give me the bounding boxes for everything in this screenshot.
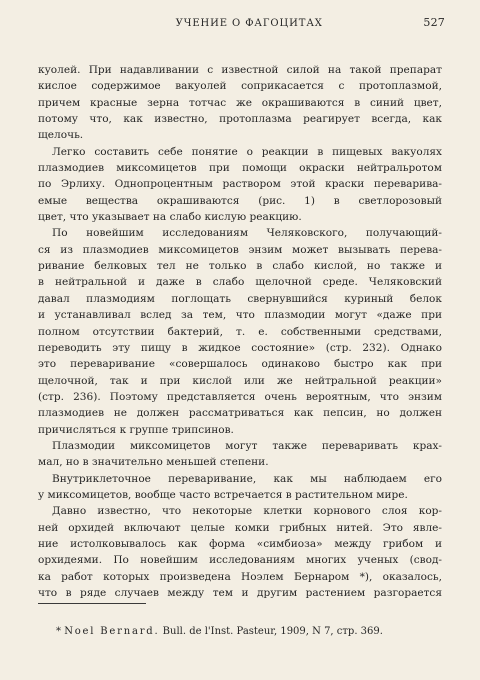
page-number: 527: [423, 16, 445, 29]
text-line: переводить эту пищу в жидкое состояние» (стр. 232). Однако: [38, 341, 442, 354]
text-line: ние истолковывалось как форма «симбиоза» между грибом и: [38, 537, 442, 550]
text-line: ся из плазмодиев миксомицетов энзим может вызывать перева-: [38, 243, 442, 256]
text-line: причисляться к группе трипсинов.: [38, 423, 234, 436]
body-text: [38, 62, 442, 601]
text-line: давал плазмодиям поглощать свернувшийся куриный белок: [38, 292, 442, 305]
footnote-citation: Bull. de l'Inst. Pasteur, 1909, N 7, стр. 369.: [162, 626, 383, 637]
text-line: по Эрлиху. Однопроцентным раствором этой краски переварива-: [38, 178, 442, 191]
paragraph-4: [38, 438, 442, 471]
text-line: ривание белковых тел не только в слабо кислой, но также и: [38, 260, 442, 273]
text-line: (стр. 236). Поэтому представляется очень вероятным, что энзим: [38, 390, 442, 403]
footnote: [56, 625, 383, 638]
text-line: Давно известно, что некоторые клетки корнового слоя кор-: [52, 505, 442, 518]
text-line: щелочной, так и при кислой или же нейтральной реакции»: [38, 374, 442, 387]
text-line: кислое содержимое вакуолей соприкасается с протоплазмой,: [38, 80, 442, 93]
text-line: причем красные зерна тотчас же окрашиваются в синий цвет,: [38, 96, 442, 109]
text-line: полном отсутствии бактерий, т. е. собственными средствами,: [38, 325, 442, 338]
text-line: ней орхидей включают целые комки грибных нитей. Это явле-: [38, 521, 442, 534]
text-line: ка работ которых произведена Ноэлем Бернаром *), оказалось,: [38, 570, 442, 583]
text-line: емые вещества окрашиваются (рис. 1) в светлорозовый: [38, 194, 442, 207]
text-line: По новейшим исследованиям Челяковского, получающий-: [52, 227, 442, 240]
text-line: у миксомицетов, вообще часто встречается в растительном мире.: [38, 488, 408, 501]
text-line: в нейтральной и даже в слабо щелочной среде. Челяковский: [38, 276, 442, 289]
footnote-author: Noel Bernard.: [64, 626, 160, 637]
text-line: плазмодиев миксомицетов при помощи окраски нейтральротом: [38, 162, 442, 175]
footnote-rule: [38, 603, 146, 604]
text-line: это переваривание «совершалось одинаково быстро как при: [38, 358, 442, 371]
paragraph-3: [38, 225, 442, 437]
text-line: и устанавливал вслед за тем, что плазмодии могут «даже при: [38, 309, 442, 322]
text-line: что в ряде случаев между тем и другим растением разгорается: [38, 587, 442, 599]
text-line: куолей. При надавливании с известной силой на такой препарат: [38, 64, 442, 76]
footnote-marker: *: [56, 626, 61, 637]
paragraph-2: [38, 144, 442, 226]
paragraph-6: [38, 503, 442, 601]
text-line: потому что, как известно, протоплазма реагирует всегда, как: [38, 113, 442, 126]
text-line: Внутриклеточное переваривание, как мы наблюдаем его: [52, 472, 442, 485]
running-head: [35, 16, 445, 34]
text-line: щелочь.: [38, 129, 84, 142]
text-line: мал, но в значительно меньшей степени.: [38, 456, 269, 469]
text-line: Плазмодии миксомицетов могут также переваривать крах-: [52, 439, 442, 452]
text-line: цвет, что указывает на слабо кислую реакцию.: [38, 211, 302, 224]
text-line: плазмодиев не должен рассматриваться как пепсин, но должен: [38, 407, 442, 420]
paragraph-5: [38, 471, 442, 504]
paragraph-1: [38, 62, 442, 144]
running-title: УЧЕНИЕ О ФАГОЦИТАХ: [175, 18, 323, 29]
text-line: Легко составить себе понятие о реакции в пищевых вакуолях: [52, 145, 442, 158]
text-line: орхидеями. По новейшим исследованиям многих ученых (свод-: [38, 554, 442, 567]
